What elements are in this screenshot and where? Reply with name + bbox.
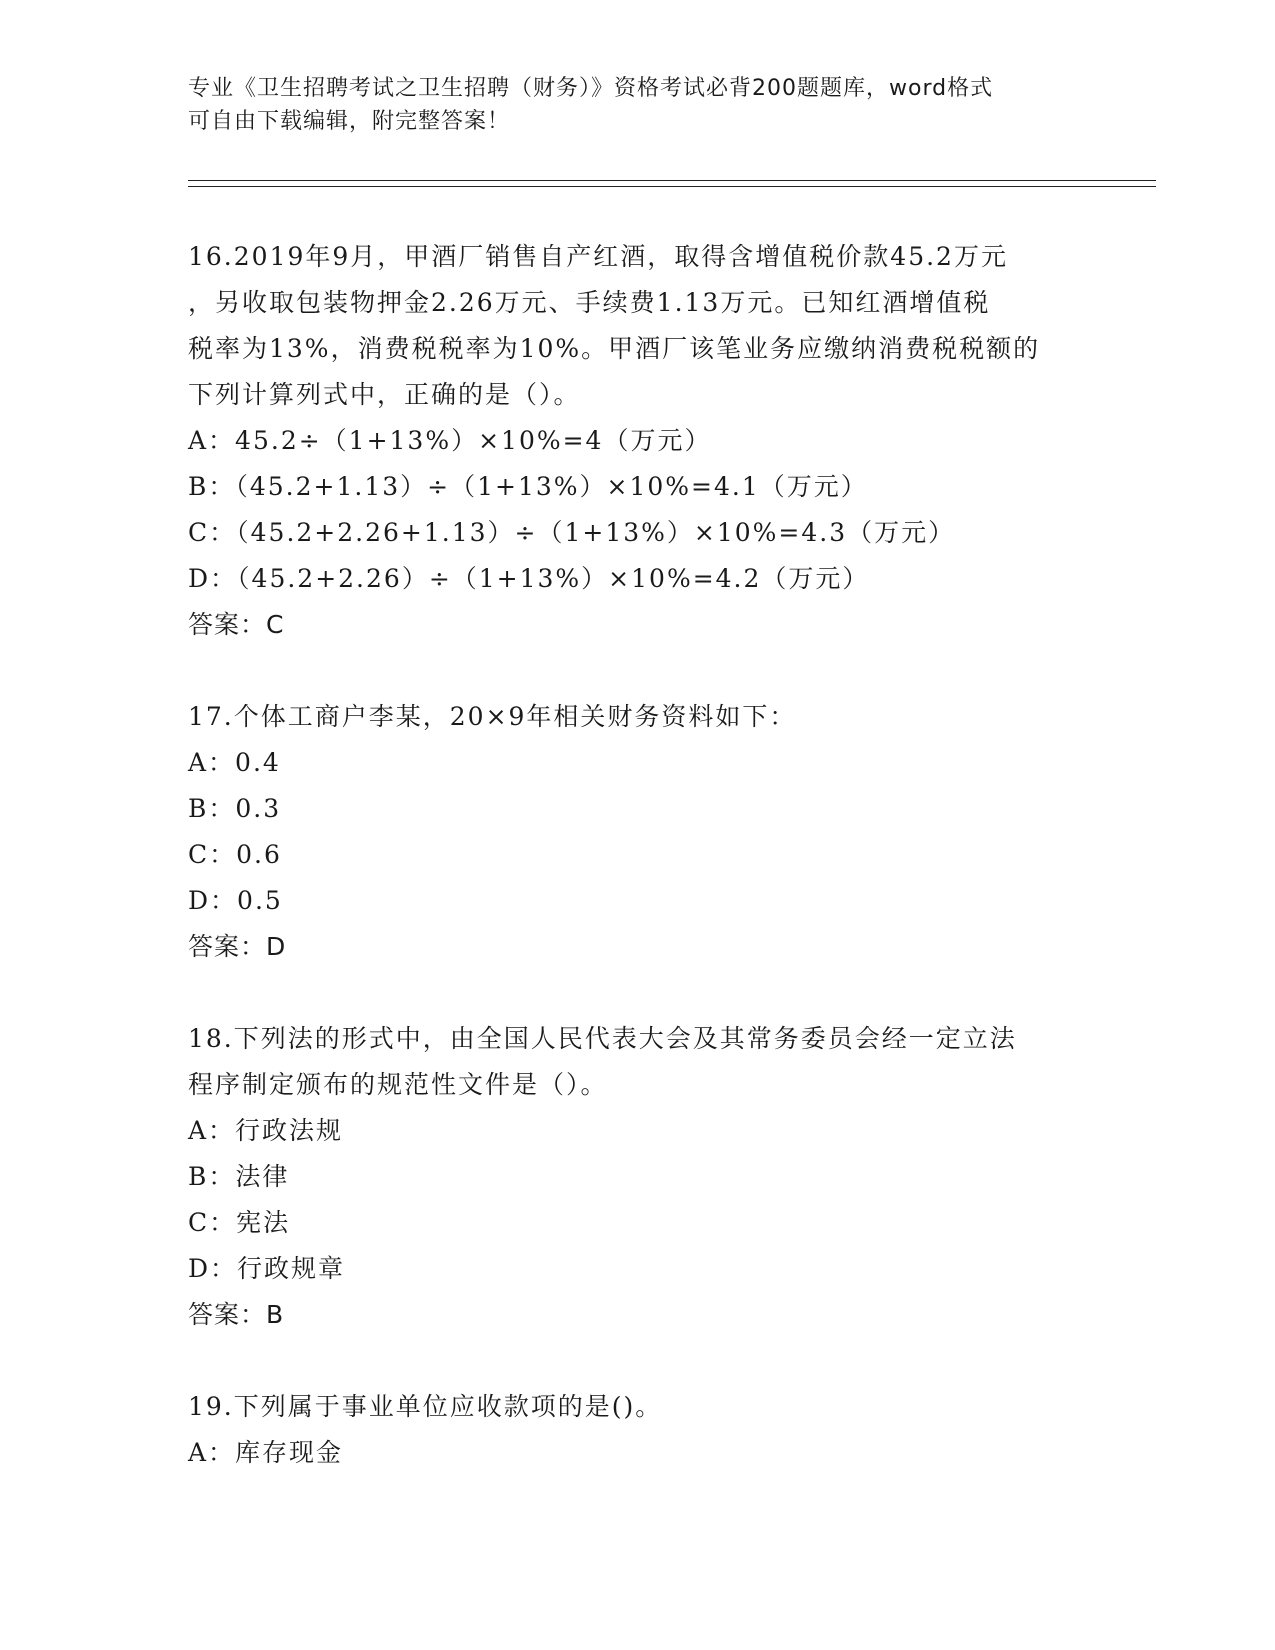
question-stem-line: ，另收取包装物押金2.26万元、手续费1.13万元。已知红酒增值税 [188, 288, 991, 317]
option-b: B：（45.2+1.13）÷（1+13%）×10%=4.1（万元） [188, 472, 868, 501]
question-stem-line: 程序制定颁布的规范性文件是（）。 [188, 1070, 608, 1099]
question-17 [188, 694, 1088, 970]
question-stem-line: 19.下列属于事业单位应收款项的是()。 [188, 1392, 663, 1421]
answer-label: 答案：C [188, 610, 285, 639]
option-a: A：0.4 [188, 748, 281, 777]
question-16 [188, 234, 1088, 648]
option-c: C：宪法 [188, 1208, 291, 1237]
question-stem-line: 下列计算列式中，正确的是（）。 [188, 380, 581, 409]
question-stem-line: 18.下列法的形式中，由全国人民代表大会及其常务委员会经一定立法 [188, 1024, 1017, 1053]
header-line-1: 专业《卫生招聘考试之卫生招聘（财务）》资格考试必背200题题库，word格式 [188, 76, 994, 101]
header-line-2: 可自由下载编辑，附完整答案！ [188, 109, 511, 134]
header-divider-top [188, 180, 1156, 181]
answer-label: 答案：B [188, 1300, 285, 1329]
document-header [188, 72, 1068, 138]
option-b: B：法律 [188, 1162, 290, 1191]
question-stem-line: 17.个体工商户李某，20×9年相关财务资料如下： [188, 702, 797, 731]
question-stem-line: 税率为13%，消费税税率为10%。甲酒厂该笔业务应缴纳消费税税额的 [188, 334, 1041, 363]
option-d: D：（45.2+2.26）÷（1+13%）×10%=4.2（万元） [188, 564, 870, 593]
question-list [188, 234, 1088, 1522]
option-a: A：45.2÷（1+13%）×10%=4（万元） [188, 426, 712, 455]
option-a: A：库存现金 [188, 1438, 344, 1467]
option-c: C：（45.2+2.26+1.13）÷（1+13%）×10%=4.3（万元） [188, 518, 956, 547]
option-b: B：0.3 [188, 794, 282, 823]
option-d: D：0.5 [188, 886, 283, 915]
question-stem-line: 16.2019年9月，甲酒厂销售自产红酒，取得含增值税价款45.2万元 [188, 242, 1008, 271]
option-a: A：行政法规 [188, 1116, 344, 1145]
answer-label: 答案：D [188, 932, 287, 961]
question-18 [188, 1016, 1088, 1338]
option-d: D：行政规章 [188, 1254, 346, 1283]
option-c: C：0.6 [188, 840, 282, 869]
question-19 [188, 1384, 1088, 1476]
header-divider-bottom [188, 186, 1156, 187]
